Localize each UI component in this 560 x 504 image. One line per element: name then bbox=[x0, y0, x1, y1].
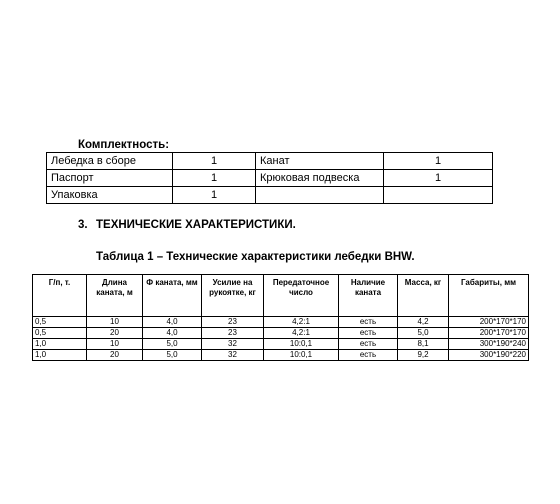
table-cell: есть bbox=[339, 317, 398, 328]
column-header: Масса, кг bbox=[398, 275, 449, 317]
column-header: Г/п, т. bbox=[33, 275, 87, 317]
kit-item-qty: 1 bbox=[173, 187, 256, 204]
table-cell: 200*170*170 bbox=[449, 317, 529, 328]
table-cell: есть bbox=[339, 339, 398, 350]
table-cell: 23 bbox=[202, 317, 264, 328]
column-header: Усилие на рукоятке, кг bbox=[202, 275, 264, 317]
kit-item-name: Крюковая подвеска bbox=[256, 170, 384, 187]
table-cell: 32 bbox=[202, 339, 264, 350]
kit-item-qty: 1 bbox=[173, 170, 256, 187]
table-cell: 10:0,1 bbox=[264, 350, 339, 361]
table-row bbox=[33, 350, 529, 361]
table-cell: 10:0,1 bbox=[264, 339, 339, 350]
table-cell: 300*190*240 bbox=[449, 339, 529, 350]
section-number: 3. bbox=[78, 219, 88, 231]
table-caption: Таблица 1 – Технические характеристики лебедки BHW. bbox=[96, 251, 415, 263]
kit-table bbox=[46, 152, 493, 204]
table-cell: 4,2:1 bbox=[264, 317, 339, 328]
table-cell: 5,0 bbox=[143, 350, 202, 361]
table-row bbox=[47, 187, 493, 204]
table-cell: 5,0 bbox=[143, 339, 202, 350]
table-cell: 32 bbox=[202, 350, 264, 361]
table-cell: 9,2 bbox=[398, 350, 449, 361]
table-cell: 300*190*220 bbox=[449, 350, 529, 361]
column-header: Наличие каната bbox=[339, 275, 398, 317]
table-row bbox=[47, 170, 493, 187]
table-cell: 20 bbox=[87, 350, 143, 361]
table-cell: 8,1 bbox=[398, 339, 449, 350]
table-cell: есть bbox=[339, 328, 398, 339]
table-cell: 0,5 bbox=[33, 317, 87, 328]
table-cell: 10 bbox=[87, 339, 143, 350]
table-cell: 1,0 bbox=[33, 350, 87, 361]
table-row bbox=[33, 317, 529, 328]
kit-item-name: Канат bbox=[256, 153, 384, 170]
kit-item-qty: 1 bbox=[384, 170, 493, 187]
table-cell: 23 bbox=[202, 328, 264, 339]
table-cell: 4,2 bbox=[398, 317, 449, 328]
section-title: ТЕХНИЧЕСКИЕ ХАРАКТЕРИСТИКИ. bbox=[96, 219, 296, 231]
table-cell: есть bbox=[339, 350, 398, 361]
section-heading bbox=[78, 218, 296, 232]
table-cell: 4,0 bbox=[143, 328, 202, 339]
kit-item-name: Паспорт bbox=[47, 170, 173, 187]
kit-item-qty: 1 bbox=[384, 153, 493, 170]
kit-heading: Комплектность: bbox=[78, 139, 170, 151]
table-row bbox=[33, 339, 529, 350]
table-cell: 4,0 bbox=[143, 317, 202, 328]
specs-header-row bbox=[33, 275, 529, 317]
specs-table bbox=[32, 274, 529, 361]
table-cell: 4,2:1 bbox=[264, 328, 339, 339]
kit-item-name: Лебедка в сборе bbox=[47, 153, 173, 170]
kit-item-qty bbox=[384, 187, 493, 204]
table-cell: 5,0 bbox=[398, 328, 449, 339]
table-cell: 1,0 bbox=[33, 339, 87, 350]
table-row bbox=[33, 328, 529, 339]
kit-item-name bbox=[256, 187, 384, 204]
table-cell: 10 bbox=[87, 317, 143, 328]
table-cell: 0,5 bbox=[33, 328, 87, 339]
table-row bbox=[47, 153, 493, 170]
column-header: Ф каната, мм bbox=[143, 275, 202, 317]
column-header: Габариты, мм bbox=[449, 275, 529, 317]
table-cell: 200*170*170 bbox=[449, 328, 529, 339]
column-header: Передаточное число bbox=[264, 275, 339, 317]
kit-item-name: Упаковка bbox=[47, 187, 173, 204]
kit-item-qty: 1 bbox=[173, 153, 256, 170]
column-header: Длина каната, м bbox=[87, 275, 143, 317]
table-cell: 20 bbox=[87, 328, 143, 339]
